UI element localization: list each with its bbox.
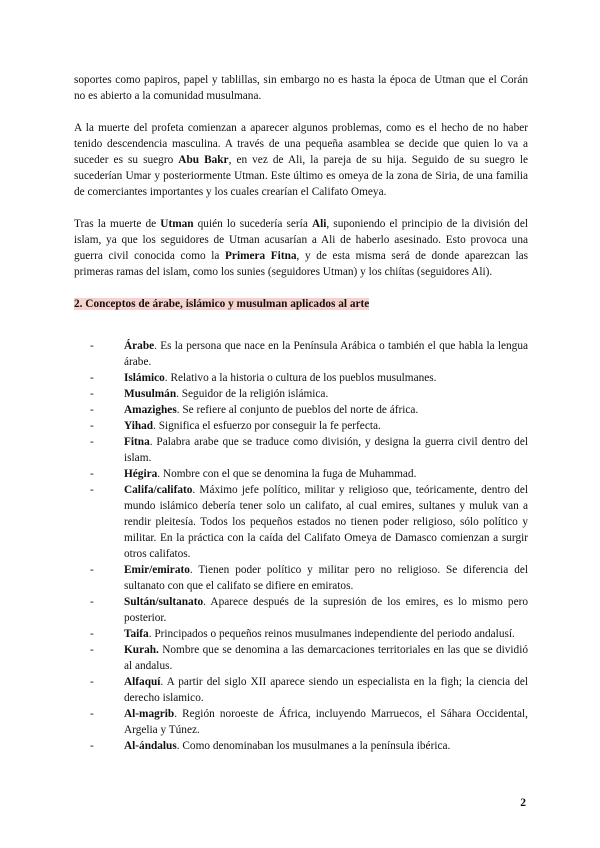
concept-definition: . Relativo a la historia o cultura de los pueblos musulmanes. bbox=[164, 372, 437, 384]
bold-name: Primera Fitna bbox=[225, 250, 297, 262]
concept-term: Árabe bbox=[124, 340, 155, 352]
concept-definition: . Significa el esfuerzo por conseguir la fe perfecta. bbox=[153, 420, 381, 432]
paragraph-text: , en vez de Ali, la pareja de su hija. Seguido de su suegro le sucederían Umar y posteriormente Utman. Este último es omeya de la zona de Siria, de una familia de comerciantes importantes y los cuales crearían el Califato Omeya. bbox=[74, 154, 528, 198]
concept-list bbox=[74, 338, 528, 754]
list-dash: - bbox=[90, 644, 94, 656]
concept-term: Emir/emirato bbox=[124, 564, 190, 576]
intro-paragraphs bbox=[74, 72, 528, 280]
list-dash: - bbox=[90, 628, 94, 640]
concept-term: Kurah. bbox=[124, 644, 159, 656]
concept-item bbox=[90, 674, 528, 706]
section-heading-text: 2. Conceptos de árabe, islámico y musulman aplicados al arte bbox=[74, 298, 370, 310]
concept-definition: . Palabra arabe que se traduce como división, y designa la guerra civil dentro del islam. bbox=[124, 436, 528, 464]
list-dash: - bbox=[90, 596, 94, 608]
concept-item bbox=[90, 418, 528, 434]
concept-term: Amazighes bbox=[124, 404, 177, 416]
concept-item bbox=[90, 594, 528, 626]
list-dash: - bbox=[90, 388, 94, 400]
bold-name: Ali bbox=[311, 218, 327, 230]
paragraph-text: soportes como papiros, papel y tablillas, sin embargo no es hasta la época de Utman que el Corán no es abierto a la comunidad musulmana. bbox=[74, 74, 528, 102]
list-dash: - bbox=[90, 740, 94, 752]
concept-definition: . Se refiere al conjunto de pueblos del norte de áfrica. bbox=[176, 404, 419, 416]
paragraph-text: , y de esta misma será de donde aparezcan las primeras ramas del islam, como los sunies (seguidores Utman) y los chiítas (seguidores Ali). bbox=[74, 250, 529, 278]
list-dash: - bbox=[90, 564, 94, 576]
concept-term: Yihad bbox=[124, 420, 154, 432]
paragraph-3 bbox=[74, 216, 528, 280]
section-heading bbox=[74, 296, 528, 312]
list-dash: - bbox=[90, 436, 94, 448]
concept-term: Alfaquí bbox=[124, 676, 161, 688]
concept-term: Al-ándalus bbox=[124, 740, 177, 752]
concept-definition: . Como denominaban los musulmanes a la península ibérica. bbox=[176, 740, 451, 752]
list-dash: - bbox=[90, 340, 94, 352]
concept-item bbox=[90, 370, 528, 386]
concept-item bbox=[90, 338, 528, 370]
concept-item bbox=[90, 626, 528, 642]
list-dash: - bbox=[90, 708, 94, 720]
concept-definition: . Aparece después de la supresión de los emires, es lo mismo pero posterior. bbox=[124, 596, 528, 624]
concept-term: Musulmán bbox=[124, 388, 177, 400]
bold-name: Abu Bakr bbox=[178, 154, 229, 166]
paragraph-2 bbox=[74, 120, 528, 200]
bold-name: Utman bbox=[160, 218, 194, 230]
concept-item bbox=[90, 402, 528, 418]
concept-term: Islámico bbox=[124, 372, 165, 384]
concept-item bbox=[90, 482, 528, 562]
concept-item bbox=[90, 466, 528, 482]
concept-term: Al-magrib bbox=[124, 708, 175, 720]
paragraph-text: A la muerte del profeta comienzan a aparecer algunos problemas, como es el hecho de no haber tenido descendencia masculina. A través de una pequeña asamblea se decide que quien lo va a suceder es su suegro bbox=[74, 122, 528, 166]
paragraph-text: quién lo sucedería sería bbox=[193, 218, 312, 230]
concept-term: Sultán/sultanato bbox=[124, 596, 204, 608]
concept-item bbox=[90, 562, 528, 594]
concept-definition: . A partir del siglo XII aparece siendo un especialista en la figh; la ciencia del derecho islamico. bbox=[124, 676, 528, 704]
concept-term: Califa/califato bbox=[124, 484, 193, 496]
list-dash: - bbox=[90, 468, 94, 480]
concept-definition: . Nombre con el que se denomina la fuga de Muhammad. bbox=[157, 468, 417, 480]
concept-item bbox=[90, 706, 528, 738]
page-number: 2 bbox=[520, 797, 526, 809]
concept-definition: . Máximo jefe político, militar y religioso que, teóricamente, dentro del mundo islámico debería tener solo un califato, al cual emires, sultanes y muluk van a rendir pleitesía. Todos los pequeños estados no tienen poder religioso, sólo político y militar. En la práctica con la caída del Califato Omeya de Damasco comienzan a surgir otros califatos. bbox=[124, 484, 528, 560]
list-dash: - bbox=[90, 676, 94, 688]
concept-definition: Nombre que se denomina a las demarcaciones territoriales en las que se dividió al andalus. bbox=[124, 644, 528, 672]
concept-definition: . Es la persona que nace en la Península Arábica o también el que habla la lengua árabe. bbox=[124, 340, 528, 368]
list-dash: - bbox=[90, 372, 94, 384]
list-dash: - bbox=[90, 404, 94, 416]
concept-item bbox=[90, 434, 528, 466]
concept-item bbox=[90, 386, 528, 402]
concept-term: Hégira bbox=[124, 468, 158, 480]
concept-definition: . Seguidor de la religión islámica. bbox=[176, 388, 329, 400]
concept-definition: . Región noroeste de África, incluyendo Marruecos, el Sáhara Occidental, Argelia y Túnez. bbox=[124, 708, 528, 736]
concept-term: Fitna bbox=[124, 436, 150, 448]
paragraph-text: Tras la muerte de bbox=[74, 218, 161, 230]
list-dash: - bbox=[90, 484, 94, 496]
concept-item bbox=[90, 738, 528, 754]
document-body bbox=[74, 72, 528, 754]
list-dash: - bbox=[90, 420, 94, 432]
paragraph-text: , suponiendo el principio de la división del islam, ya que los seguidores de Utman acusarían a Ali de haberlo asesinado. Esto provoca una guerra civil conocida como la bbox=[74, 218, 528, 262]
paragraph-1 bbox=[74, 72, 528, 104]
concept-definition: . Principados o pequeños reinos musulmanes independiente del periodo andalusí. bbox=[148, 628, 515, 640]
concept-item bbox=[90, 642, 528, 674]
concept-term: Taifa bbox=[124, 628, 149, 640]
concept-definition: . Tienen poder político y militar pero no religioso. Se diferencia del sultanato con que el califato se difiere en emiratos. bbox=[124, 564, 528, 592]
